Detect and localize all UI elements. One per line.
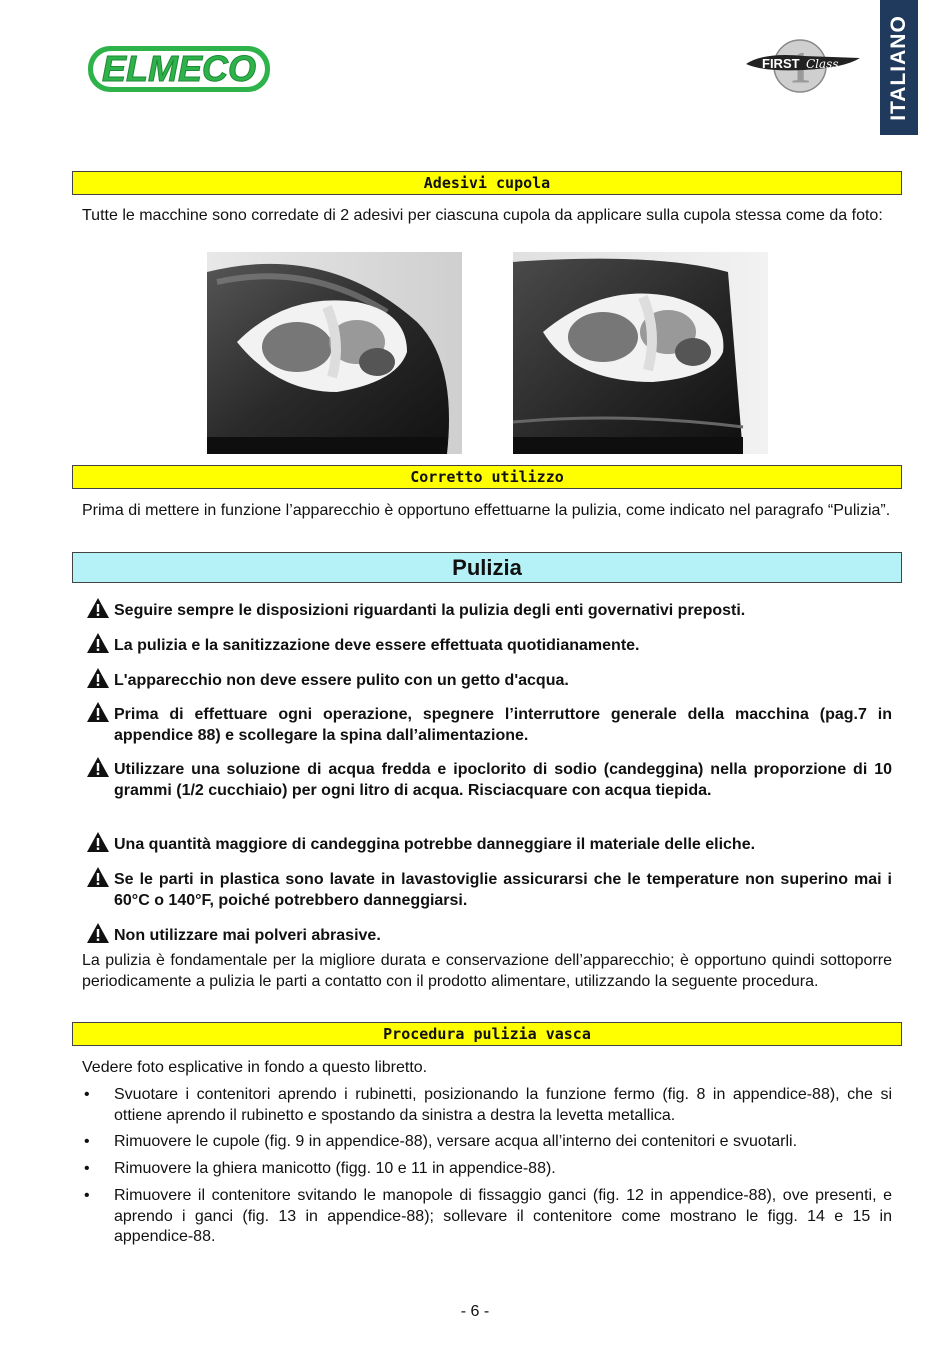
warning-text: Una quantità maggiore di candeggina potrebbe danneggiare il materiale delle eliche. bbox=[114, 836, 756, 853]
first-class-logo bbox=[744, 38, 862, 96]
warning-triangle-icon bbox=[86, 667, 110, 689]
corretto-text: Prima di mettere in funzione l’apparecchio è opportuno effettuarne la pulizia, come indicato nel paragrafo “Pulizia”. bbox=[82, 502, 891, 519]
dome-sticker-photo-left bbox=[207, 252, 462, 454]
language-tab bbox=[880, 0, 918, 135]
warning-triangle-icon bbox=[86, 756, 110, 778]
warning-item bbox=[86, 760, 892, 801]
list-item bbox=[82, 1085, 892, 1126]
warning-triangle-icon bbox=[86, 597, 110, 619]
list-item bbox=[82, 1186, 892, 1248]
list-item-text: Rimuovere il contenitore svitando le manopole di fissaggio ganci (fig. 12 in appendice-88), ove presenti, e aprendo i ganci (fig. 13 in appendice-88); sollevare il contenitore come mostrano le figg. 14 e 15 in appendice-88. bbox=[114, 1187, 892, 1245]
pulizia-text: La pulizia è fondamentale per la migliore durata e conservazione dell’apparecchio; è opportuno quindi sottoporre periodicamente a pulizia le parti a contatto con il prodotto alimentare, utilizzando la seguente procedura. bbox=[82, 952, 892, 990]
warning-triangle-icon bbox=[86, 831, 110, 853]
warning-text: Non utilizzare mai polveri abrasive. bbox=[114, 927, 381, 944]
warning-item bbox=[86, 601, 892, 622]
section-title-corretto: Corretto utilizzo bbox=[72, 465, 902, 489]
svg-text:Class: Class bbox=[806, 57, 839, 71]
warning-triangle-icon bbox=[86, 922, 110, 944]
warning-text: Seguire sempre le disposizioni riguardanti la pulizia degli enti governativi preposti. bbox=[114, 602, 746, 619]
warning-item bbox=[86, 671, 892, 692]
bullet-dot: • bbox=[84, 1187, 90, 1204]
section-title-adesivi: Adesivi cupola bbox=[72, 171, 902, 195]
page-number: - 6 - bbox=[460, 1303, 490, 1320]
warning-triangle-icon bbox=[86, 701, 110, 723]
list-item bbox=[82, 1159, 892, 1180]
warning-triangle-icon bbox=[86, 632, 110, 654]
bullet-dot: • bbox=[84, 1160, 90, 1177]
bullet-dot: • bbox=[84, 1133, 90, 1150]
language-label: ITALIANO bbox=[887, 14, 911, 121]
svg-text:FIRST: FIRST bbox=[762, 56, 800, 71]
procedura-intro: Vedere foto esplicative in fondo a questo libretto. bbox=[82, 1059, 428, 1076]
warning-item bbox=[86, 870, 892, 911]
warning-text: La pulizia e la sanitizzazione deve essere effettuata quotidianamente. bbox=[114, 637, 640, 654]
svg-text:ELMECO: ELMECO bbox=[101, 48, 257, 89]
section-title-procedura: Procedura pulizia vasca bbox=[72, 1022, 902, 1046]
list-item bbox=[82, 1132, 892, 1153]
warning-item bbox=[86, 636, 892, 657]
warning-item bbox=[86, 835, 892, 856]
warning-text: Prima di effettuare ogni operazione, spegnere l’interruttore generale della macchina (pag.7 in appendice 88) e scollegare la spina dall’alimentazione. bbox=[114, 706, 892, 744]
list-item-text: Svuotare i contenitori aprendo i rubinetti, posizionando la funzione fermo (fig. 8 in appendice-88), che si ottiene aprendo il rubinetto e spostando da sinistra a destra la levetta metallica. bbox=[114, 1086, 892, 1124]
warning-item bbox=[86, 926, 892, 947]
adesivi-text: Tutte le macchine sono corredate di 2 adesivi per ciascuna cupola da applicare sulla cupola stessa come da foto: bbox=[82, 207, 883, 224]
list-item-text: Rimuovere le cupole (fig. 9 in appendice-88), versare acqua all’interno dei contenitori e svuotarli. bbox=[114, 1133, 798, 1150]
warning-text: L'apparecchio non deve essere pulito con un getto d'acqua. bbox=[114, 672, 569, 689]
list-item-text: Rimuovere la ghiera manicotto (figg. 10 e 11 in appendice-88). bbox=[114, 1160, 556, 1177]
warning-triangle-icon bbox=[86, 866, 110, 888]
elmeco-logo bbox=[86, 40, 272, 98]
warning-item bbox=[86, 705, 892, 746]
warning-text: Se le parti in plastica sono lavate in lavastoviglie assicurarsi che le temperature non superino mai i 60°C o 140°F, poiché potrebbero danneggiarsi. bbox=[114, 871, 892, 909]
warning-text: Utilizzare una soluzione di acqua fredda e ipoclorito di sodio (candeggina) nella proporzione di 10 grammi (1/2 cucchiaio) per ogni litro di acqua. Risciacquare con acqua tiepida. bbox=[114, 761, 892, 799]
bullet-dot: • bbox=[84, 1086, 90, 1103]
dome-sticker-photo-right bbox=[513, 252, 768, 454]
section-title-pulizia: Pulizia bbox=[72, 552, 902, 583]
